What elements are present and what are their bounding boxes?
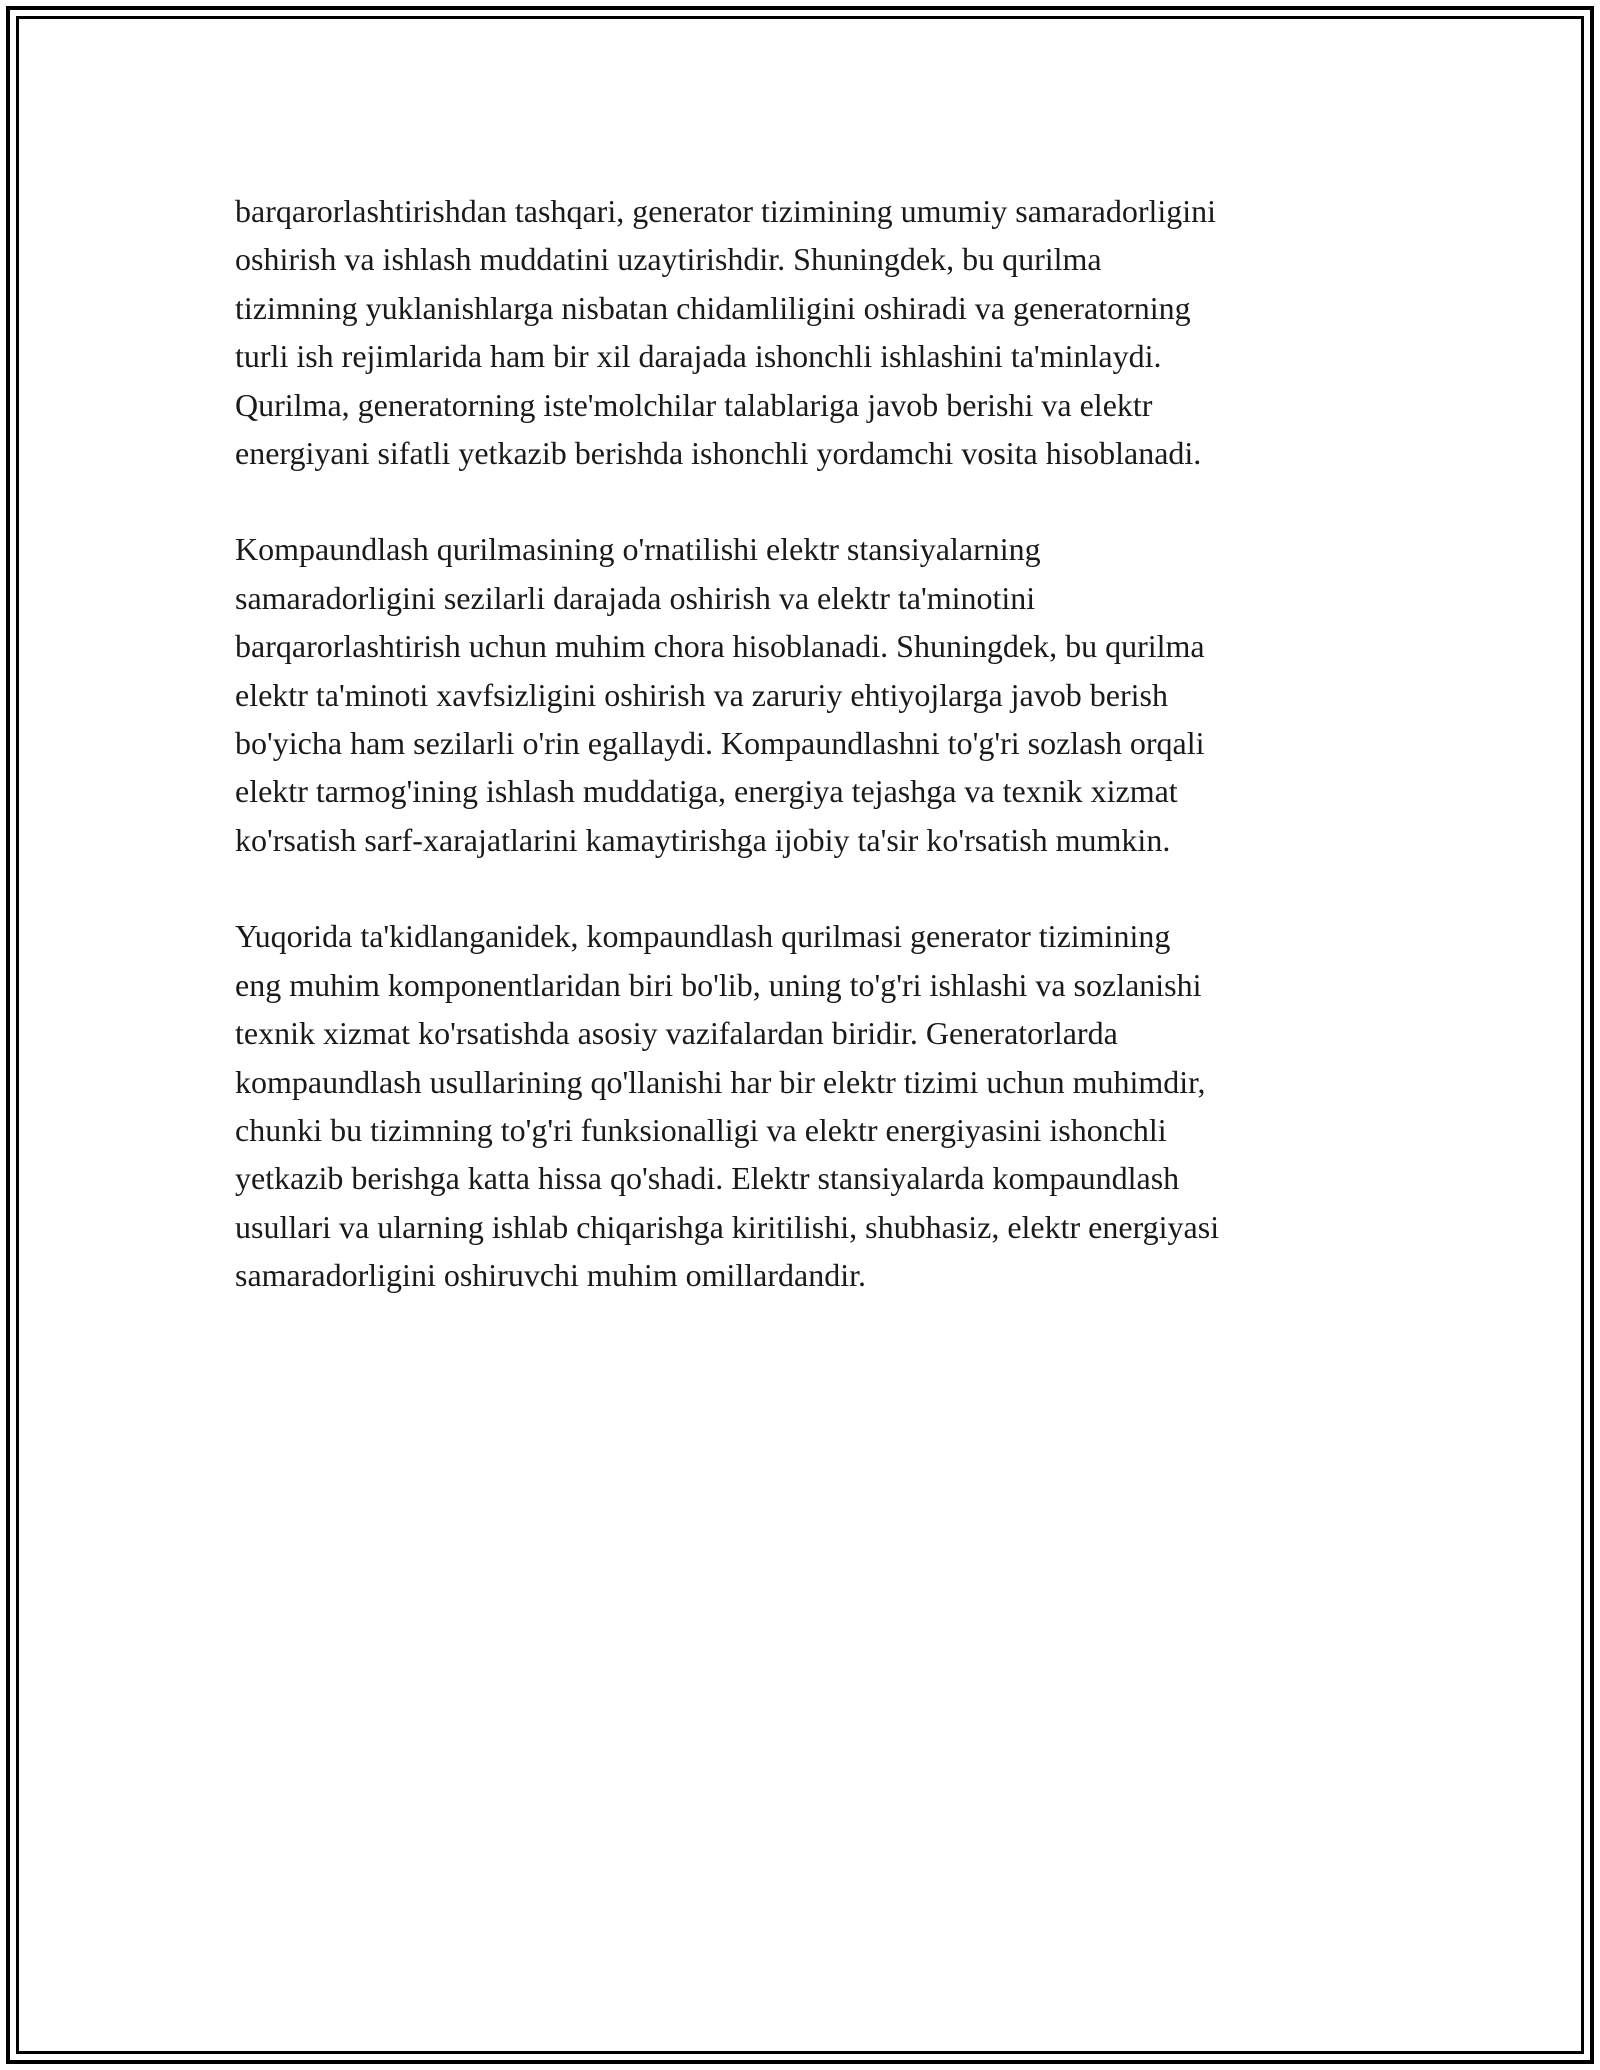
paragraph-1	[235, 187, 1375, 477]
text-line: yetkazib berishga katta hissa qo'shadi. Elektr stansiyalarda kompaundlash	[235, 1160, 1180, 1197]
text-line: samaradorligini oshiruvchi muhim omillardandir.	[235, 1257, 866, 1294]
text-line: elektr tarmog'ining ishlash muddatiga, energiya tejashga va texnik xizmat	[235, 773, 1178, 810]
text-line: tizimning yuklanishlarga nisbatan chidamliligini oshiradi va generatorning	[235, 289, 1191, 326]
text-line: elektr ta'minoti xavfsizligini oshirish va zaruriy ehtiyojlarga javob berish	[235, 676, 1168, 713]
text-line: samaradorligini sezilarli darajada oshirish va elektr ta'minotini	[235, 579, 1036, 616]
text-line: Qurilma, generatorning iste'molchilar talablariga javob berishi va elektr	[235, 386, 1153, 423]
document-body	[235, 187, 1375, 1348]
text-line: turli ish rejimlarida ham bir xil darajada ishonchli ishlashini ta'minlaydi.	[235, 338, 1162, 375]
text-line: chunki bu tizimning to'g'ri funksionalligi va elektr energiyasini ishonchli	[235, 1111, 1167, 1148]
text-line: barqarorlashtirishdan tashqari, generator tizimining umumiy samaradorligini	[235, 193, 1217, 229]
text-line: eng muhim komponentlaridan biri bo'lib, uning to'g'ri ishlashi va sozlanishi	[235, 966, 1202, 1003]
paragraph-2	[235, 525, 1375, 864]
text-line: ko'rsatish sarf-xarajatlarini kamaytirishga ijobiy ta'sir ko'rsatish mumkin.	[235, 821, 1171, 858]
text-line: usullari va ularning ishlab chiqarishga kiritilishi, shubhasiz, elektr energiyasi	[235, 1208, 1220, 1245]
paragraph-3	[235, 912, 1375, 1299]
text-line: Kompaundlash qurilmasining o'rnatilishi elektr stansiyalarning	[235, 531, 1041, 568]
text-line: energiyani sifatli yetkazib berishda ishonchli yordamchi vosita hisoblanadi.	[235, 435, 1202, 472]
text-line: barqarorlashtirish uchun muhim chora hisoblanadi. Shuningdek, bu qurilma	[235, 628, 1205, 665]
text-line: texnik xizmat ko'rsatishda asosiy vazifalardan biridir. Generatorlarda	[235, 1015, 1118, 1052]
text-line: kompaundlash usullarining qo'llanishi har bir elektr tizimi uchun muhimdir,	[235, 1063, 1206, 1100]
text-line: oshirish va ishlash muddatini uzaytirishdir. Shuningdek, bu qurilma	[235, 241, 1102, 278]
text-line: bo'yicha ham sezilarli o'rin egallaydi. Kompaundlashni to'g'ri sozlash orqali	[235, 725, 1205, 762]
text-line: Yuqorida ta'kidlanganidek, kompaundlash qurilmasi generator tizimining	[235, 918, 1171, 955]
